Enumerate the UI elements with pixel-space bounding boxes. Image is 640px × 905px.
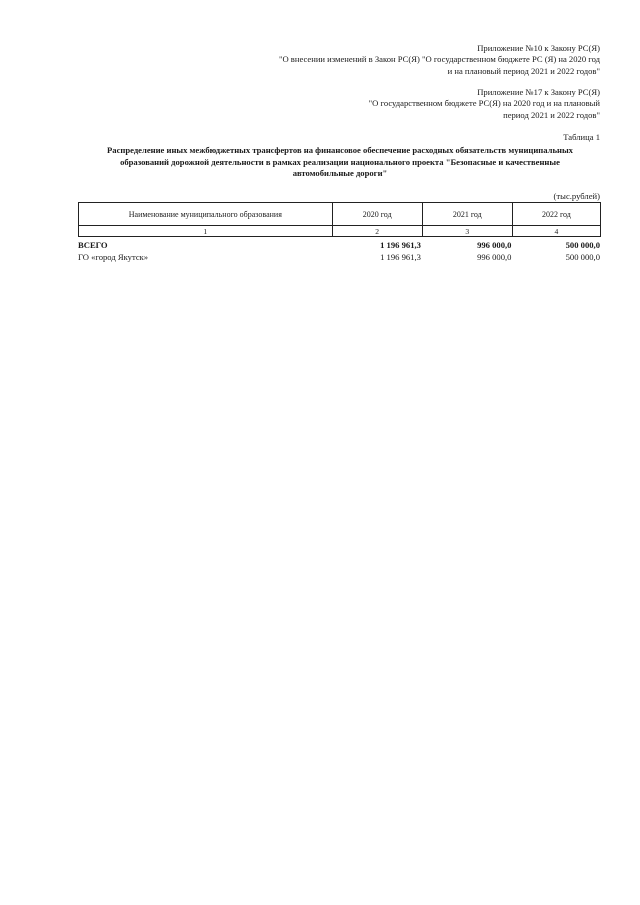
row-value-2020: 1 196 961,3 (380, 240, 421, 250)
title-line-3: автомобильные дороги" (292, 168, 388, 178)
appendix-17-line-3: период 2021 и 2022 годов" (503, 109, 600, 120)
table-header-row (79, 203, 601, 226)
table-row-total (78, 239, 601, 251)
appendix-17-header (369, 87, 600, 121)
row-name: ВСЕГО (78, 240, 108, 250)
header-2022: 2022 год (512, 203, 600, 226)
row-value-2022: 500 000,0 (565, 240, 600, 250)
title-line-2: образований дорожной деятельности в рамках реализации национального проекта "Безопасные и качественные (120, 156, 560, 167)
appendix-10-line-1: Приложение №10 к Закону РС(Я) (477, 43, 600, 53)
table-row (78, 251, 601, 263)
column-number-row (79, 226, 601, 237)
document-title (78, 145, 602, 180)
appendix-10-line-2: "О внесении изменений в Закон РС(Я) "О государственном бюджете РС (Я) на 2020 год (278, 54, 600, 65)
column-number-3: 3 (422, 226, 512, 237)
table-label: Таблица 1 (563, 132, 600, 142)
appendix-10-line-3: и на плановый период 2021 и 2022 годов" (447, 65, 600, 76)
row-value-2022: 500 000,0 (565, 252, 600, 262)
column-number-2: 2 (332, 226, 422, 237)
units-label: (тыс.рублей) (553, 191, 600, 201)
column-number-1: 1 (79, 226, 333, 237)
row-value-2020: 1 196 961,3 (380, 252, 421, 262)
table-header (78, 202, 601, 237)
row-value-2021: 996 000,0 (477, 252, 512, 262)
appendix-17-line-2: "О государственном бюджете РС(Я) на 2020 год и на плановый (368, 98, 600, 109)
header-municipality: Наименование муниципального образования (79, 203, 333, 226)
row-value-2021: 996 000,0 (477, 240, 512, 250)
appendix-17-line-1: Приложение №17 к Закону РС(Я) (477, 87, 600, 97)
title-line-1: Распределение иных межбюджетных трансфертов на финансовое обеспечение расходных обязательств муниципальных (107, 145, 573, 155)
row-name: ГО «город Якутск» (78, 252, 149, 262)
appendix-10-header (279, 43, 600, 77)
column-number-4: 4 (512, 226, 600, 237)
header-2020: 2020 год (332, 203, 422, 226)
data-table (78, 239, 601, 263)
header-2021: 2021 год (422, 203, 512, 226)
